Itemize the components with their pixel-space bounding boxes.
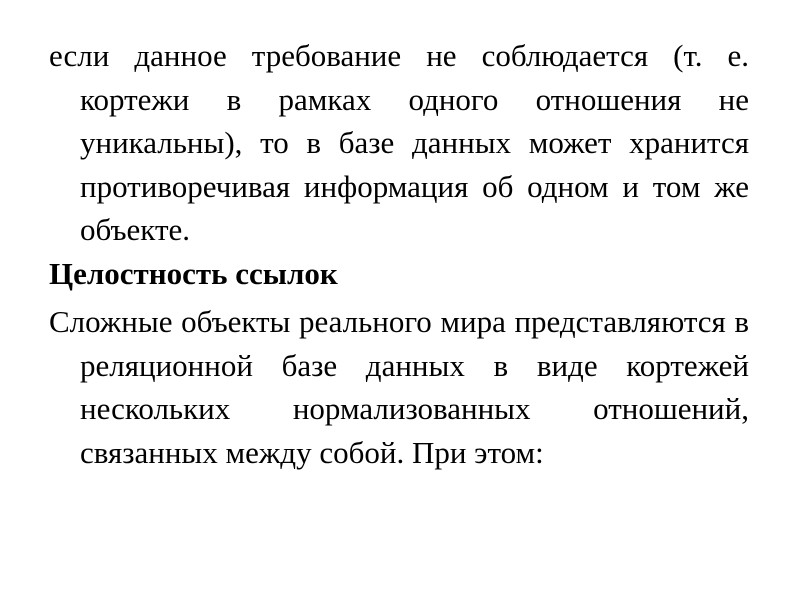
- paragraph-complex-objects: Сложные объекты реального мира представляются в реляционной базе данных в виде кортежей нескольких нормализованных отношений, связанных между собой. При этом:: [49, 304, 749, 470]
- paragraph-uniqueness: если данное требование не соблюдается (т. е. кортежи в рамках одного отношения не уникальны), то в базе данных может хранится противоречивая информация об одном и том же объекте.: [49, 38, 749, 247]
- section-heading: Целостность ссылок: [49, 256, 338, 291]
